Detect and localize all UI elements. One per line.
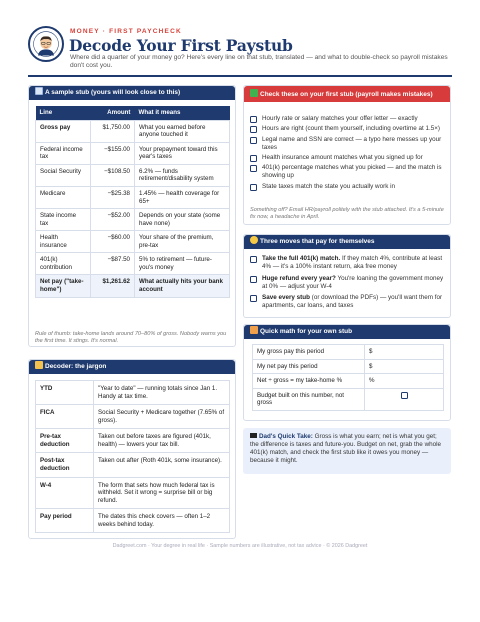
amount-cell: $1,750.00	[91, 120, 135, 142]
folder-icon	[35, 361, 43, 369]
stub-table	[35, 106, 230, 298]
line-cell: Gross pay	[36, 120, 91, 142]
take-home-percent-input[interactable]: %	[365, 374, 444, 389]
checks-note: Something off? Email HR/payroll politely with the stub attached. It's a 5-minute fix now, a headache in April.	[250, 207, 444, 220]
table-row	[36, 253, 230, 275]
definition-cell: Social Security + Medicare together (7.65% of gross).	[94, 405, 230, 429]
budget-checkbox-cell[interactable]	[365, 388, 444, 410]
line-cell: Net pay ("take-home")	[36, 275, 91, 297]
lightbulb-icon	[250, 236, 258, 244]
table-row	[36, 453, 230, 477]
cartoon-dad-avatar-icon	[28, 26, 64, 62]
amount-cell: −$25.38	[91, 186, 135, 208]
checkbox[interactable]	[250, 126, 257, 133]
money-moves-heading: Three moves that pay for themselves	[244, 235, 450, 249]
line-cell: Federal income tax	[36, 142, 91, 164]
meaning-cell: Depends on your state (some have none)	[135, 209, 230, 231]
table-row	[36, 509, 230, 533]
table-row	[36, 231, 230, 253]
amount-cell: −$108.50	[91, 164, 135, 186]
checklist-item[interactable]: Hours are right (count them yourself, including overtime at 1.5×)	[250, 125, 446, 133]
checkbox[interactable]	[250, 276, 257, 283]
definition-cell: The form that sets how much federal tax is withheld. Set it wrong = surprise bill or big refund.	[94, 477, 230, 509]
page-title: Decode Your First Paystub	[69, 36, 293, 55]
page-footer: Dadgreet.com · Your degree in real life · Sample numbers are illustrative, not tax advice · © 2026 Dadgreet	[112, 543, 368, 549]
table-row	[36, 429, 230, 453]
table-row	[36, 405, 230, 429]
money-moves-list	[250, 255, 446, 310]
table-row	[36, 164, 230, 186]
meaning-cell: 5% to retirement — future-you's money	[135, 253, 230, 275]
move-item[interactable]: Huge refund every year? You're loaning the government money at 0% — adjust your W-4	[250, 275, 446, 291]
table-row	[36, 477, 230, 509]
term-cell: YTD	[36, 381, 94, 405]
column-header: Amount	[91, 106, 135, 120]
line-cell: Medicare	[36, 186, 91, 208]
table-row	[253, 345, 444, 360]
question-cell: My gross pay this period	[253, 345, 365, 360]
money-moves-card	[243, 234, 451, 318]
column-header: Line	[36, 106, 91, 120]
net-pay-input[interactable]: $	[365, 359, 444, 374]
quick-math-heading: Quick math for your own stub	[244, 325, 450, 339]
move-item[interactable]: Take the full 401(k) match. If they match 4%, contribute at least 4% — it's a 100% instant return, aka free money	[250, 255, 446, 271]
table-row	[253, 374, 444, 389]
quick-math-card	[243, 324, 451, 421]
check-mark-icon	[250, 89, 258, 97]
calculator-icon	[250, 326, 258, 334]
checkbox[interactable]	[250, 165, 257, 172]
checkbox[interactable]	[250, 116, 257, 123]
checkbox[interactable]	[250, 184, 257, 191]
jargon-heading: Decoder: the jargon	[29, 360, 235, 374]
line-cell: Health insurance	[36, 231, 91, 253]
sample-stub-card	[28, 85, 236, 347]
term-cell: Pay period	[36, 509, 94, 533]
kicker: MONEY · FIRST PAYCHECK	[70, 28, 182, 35]
meaning-cell: 6.2% — funds retirement/disability system	[135, 164, 230, 186]
dads-quick-take-callout: Dad's Quick Take: Gross is what you earn; net is what you get; the difference is taxes and future-you. Budget on net, grab the whole 401(k) match, and check the first stub like it owes you money — because it might.	[243, 428, 451, 474]
meaning-cell: Your prepayment toward this year's taxes	[135, 142, 230, 164]
line-cell: 401(k) contribution	[36, 253, 91, 275]
line-cell: Social Security	[36, 164, 91, 186]
document-icon	[35, 87, 43, 95]
checkbox[interactable]	[250, 137, 257, 144]
table-header-row	[36, 106, 230, 120]
amount-cell: −$87.50	[91, 253, 135, 275]
page-subtitle: Where did a quarter of your money go? Here's every line on that stub, translated — and what to double-check so payroll mistakes don't cost you.	[70, 54, 448, 70]
column-header: What it means	[135, 106, 230, 120]
move-item[interactable]: Save every stub (or download the PDFs) — you'll want them for apartments, car loans, and taxes	[250, 294, 446, 310]
amount-cell: $1,261.62	[91, 275, 135, 297]
checklist-item[interactable]: Hourly rate or salary matches your offer letter — exactly	[250, 115, 446, 123]
table-row	[36, 209, 230, 231]
checkbox[interactable]	[250, 295, 257, 302]
checklist-item[interactable]: 401(k) percentage matches what you picked — and the match is showing up	[250, 164, 446, 180]
jargon-table	[35, 380, 230, 533]
jargon-card	[28, 359, 236, 539]
meaning-cell: What you earned before anyone touched it	[135, 120, 230, 142]
term-cell: Post-tax deduction	[36, 453, 94, 477]
meaning-cell: 1.45% — health coverage for 65+	[135, 186, 230, 208]
gross-pay-input[interactable]: $	[365, 345, 444, 360]
meaning-cell: What actually hits your bank account	[135, 275, 230, 297]
payroll-checks-card	[243, 85, 451, 225]
table-row	[253, 388, 444, 410]
graduation-cap-icon	[250, 433, 257, 438]
definition-cell: Taken out before taxes are figured (401k, health) — lowers your tax bill.	[94, 429, 230, 453]
amount-cell: −$60.00	[91, 231, 135, 253]
page-header	[28, 26, 452, 76]
payroll-checklist	[250, 115, 446, 190]
checkbox[interactable]	[401, 392, 408, 399]
header-divider	[28, 75, 452, 77]
definition-cell: "Year to date" — running totals since Jan 1. Handy at tax time.	[94, 381, 230, 405]
checklist-item[interactable]: State taxes match the state you actually work in	[250, 183, 446, 191]
checkbox[interactable]	[250, 256, 257, 263]
term-cell: Pre-tax deduction	[36, 429, 94, 453]
term-cell: FICA	[36, 405, 94, 429]
question-cell: Net ÷ gross = my take-home %	[253, 374, 365, 389]
sample-stub-heading: A sample stub (yours will look close to this)	[29, 86, 235, 100]
payroll-checks-heading: Check these on your first stub (payroll makes mistakes)	[244, 86, 450, 102]
line-cell: State income tax	[36, 209, 91, 231]
quick-math-table	[252, 344, 444, 411]
checklist-item[interactable]: Health insurance amount matches what you signed up for	[250, 154, 446, 162]
table-row	[36, 381, 230, 405]
checkbox[interactable]	[250, 155, 257, 162]
meaning-cell: Your share of the premium, pre-tax	[135, 231, 230, 253]
term-cell: W-4	[36, 477, 94, 509]
table-row	[253, 359, 444, 374]
definition-cell: The dates this check covers — often 1–2 weeks behind today.	[94, 509, 230, 533]
question-cell: My net pay this period	[253, 359, 365, 374]
table-row	[36, 186, 230, 208]
question-cell: Budget built on this number, not gross	[253, 388, 365, 410]
checklist-item[interactable]: Legal name and SSN are correct — a typo here messes up your taxes	[250, 136, 446, 152]
stub-note: Rule of thumb: take-home lands around 70–80% of gross. Nobody warns you the first time. It stings. It's normal.	[35, 331, 227, 344]
definition-cell: Taken out after (Roth 401k, some insurance).	[94, 453, 230, 477]
amount-cell: −$155.00	[91, 142, 135, 164]
table-row	[36, 142, 230, 164]
net-pay-row	[36, 275, 230, 297]
table-row	[36, 120, 230, 142]
amount-cell: −$52.00	[91, 209, 135, 231]
